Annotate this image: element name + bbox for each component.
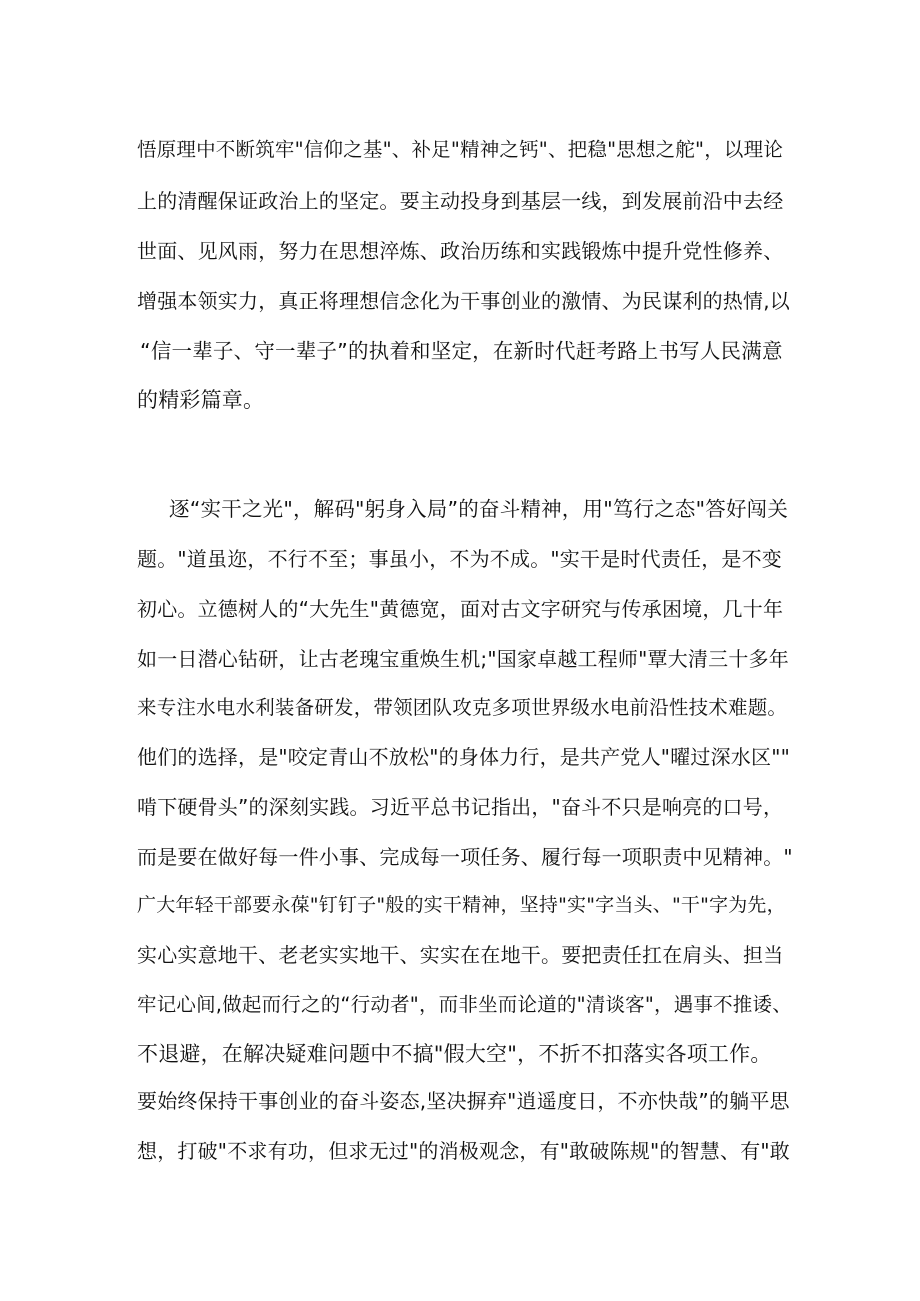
paragraph-1-line-6: 的精彩篇章。 bbox=[137, 388, 265, 412]
paragraph-3-line-2: 想，打破"不求有功，但求无过"的消极观念，有"敢破陈规"的智慧、有"敢 bbox=[137, 1139, 790, 1163]
paragraph-2-line-4: 如一日潜心钻研，让古老瑰宝重焕生机;"国家卓越工程师"覃大清三十多年 bbox=[137, 647, 789, 671]
paragraph-2-line-2: 题。"道虽迩，不行不至；事虽小，不为不成。"实干是时代责任，是不变 bbox=[137, 547, 782, 571]
paragraph-1-line-5: “信一辈子、守一辈子”的执着和坚定，在新时代赶考路上书写人民满意 bbox=[140, 339, 783, 363]
paragraph-1-line-1: 悟原理中不断筑牢"信仰之基"、补足"精神之钙"、把稳"思想之舵"，以理论 bbox=[137, 138, 784, 161]
paragraph-3-line-1: 要始终保持干事创业的奋斗姿态,坚决摒弃"逍遥度日，不亦快哉”的躺平思 bbox=[137, 1089, 790, 1113]
paragraph-2-line-11: 牢记心间,做起而行之的“行动者"，而非坐而论道的"清谈客"，遇事不推诿、 bbox=[137, 993, 792, 1016]
paragraph-2-line-5: 来专注水电水利装备研发，带领团队攻克多项世界级水电前沿性技术难题。 bbox=[137, 696, 788, 719]
paragraph-1-line-3: 世面、见风雨，努力在思想淬炼、政治历练和实践锻炼中提升党性修养、 bbox=[137, 239, 784, 263]
paragraph-2-line-8: 而是要在做好每一件小事、完成每一项任务、履行每一项职责中见精神。" bbox=[137, 845, 793, 869]
paragraph-2-line-12: 不退避，在解决疑难问题中不搞"假大空"，不折不扣落实各项工作。 bbox=[137, 1042, 772, 1066]
paragraph-2-line-3: 初心。立德树人的“大先生"黄德宽，面对古文字研究与传承困境，几十年 bbox=[137, 597, 784, 621]
paragraph-2-line-1: 逐“实干之光"，解码"躬身入局”的奋斗精神，用"笃行之态"答好闯关 bbox=[169, 497, 789, 521]
paragraph-1-line-4: 增强本领实力，真正将理想信念化为干事创业的激情、为民谋利的热情,以 bbox=[137, 289, 790, 313]
paragraph-2-line-9: 广大年轻干部要永葆"钉钉子"般的实干精神，坚持"实"字当头、"干"字为先， bbox=[137, 894, 786, 916]
paragraph-2-line-6: 他们的选择，是"咬定青山不放松"的身体力行，是共产党人"曜过深水区"" bbox=[137, 745, 790, 769]
paragraph-1-line-2: 上的清醒保证政治上的坚定。要主动投身到基层一线，到发展前沿中去经 bbox=[137, 189, 784, 213]
paragraph-2-line-10: 实心实意地干、老老实实地干、实实在在地干。要把责任扛在肩头、担当 bbox=[137, 943, 784, 967]
paragraph-2-line-7: 啃下硬骨头”的深刻实践。习近平总书记指出，"奋斗不只是响亮的口号， bbox=[137, 795, 784, 819]
